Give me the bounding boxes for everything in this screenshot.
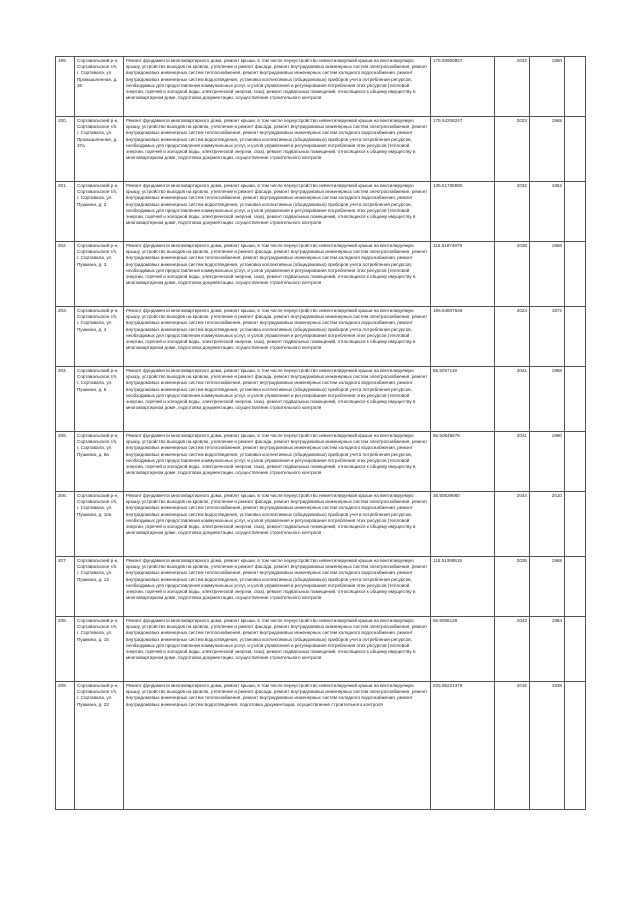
row-number: 209. bbox=[56, 682, 75, 810]
address-cell: Сортавальский р-н, Сортавальское г/п, г. Сортавала, ул. Пушкина, д. 23 bbox=[75, 682, 124, 810]
address-cell: Сортавальский р-н, Сортавальское г/п, г. Сортавала, ул. Пушкина, д. 5 bbox=[75, 367, 124, 432]
work-description-cell: Ремонт фундамента многоквартирного дома, ремонт крыши, в том числе переустройство невентилируемой крыши на вентилируемую крышу, устройство выходов на кровлю, утепление и ремонт фасада, ремонт внутридомовых инженерных систем электроснабжения, ремонт внутридомовых инженерных систем теплоснабжения, ремонт внутридомовых инженерных систем холодного водоснабжения, ремонт внутридомовых инженерных систем водоотведения, установка коллективных (общедомовых) приборов учета потребления ресурсов, необходимых для предоставления коммунальных услуг, и узлов управления и регулирования потребления этих ресурсов (тепловой энергии, горячей и холодной воды, электрической энергии, газа), ремонт подвальных помещений, относящихся к общему имуществу в многоквартирном доме, подготовка документации, осуществление строительного контроля bbox=[124, 617, 431, 682]
planned-year-cell: 2023 bbox=[495, 117, 530, 182]
row-number: 201. bbox=[56, 182, 75, 242]
work-description-cell: Ремонт фундамента многоквартирного дома, ремонт крыши, в том числе переустройство невентилируемой крыши на вентилируемую крышу, устройство выходов на кровлю, утепление и ремонт фасада, ремонт внутридомовых инженерных систем электроснабжения, ремонт внутридомовых инженерных систем теплоснабжения, ремонт внутридомовых инженерных систем холодного водоснабжения, ремонт внутридомовых инженерных систем водоотведения, установка коллективных (общедомовых) приборов учета потребления ресурсов, необходимых для предоставления коммунальных услуг, и узлов управления и регулирования потребления этих ресурсов (тепловой энергии, горячей и холодной воды, электрической энергии, газа), ремонт подвальных помещений, относящихся к общему имуществу в многоквартирном доме, подготовка документации, осуществление строительного контроля bbox=[124, 492, 431, 557]
table-row bbox=[56, 367, 586, 432]
planned-year-cell: 2032 bbox=[495, 57, 530, 117]
table-row bbox=[56, 242, 586, 307]
empty-cell bbox=[565, 182, 586, 242]
table-row bbox=[56, 182, 586, 242]
cost-cell: 35.50539960 bbox=[431, 492, 495, 557]
work-description-cell: Ремонт фундамента многоквартирного дома, ремонт крыши, в том числе переустройство невентилируемой крыши на вентилируемую крышу, устройство выходов на кровлю, утепление и ремонт фасада, ремонт внутридомовых инженерных систем электроснабжения, ремонт внутридомовых инженерных систем теплоснабжения, ремонт внутридомовых инженерных систем холодного водоснабжения, ремонт внутридомовых инженерных систем водоотведения, установка коллективных (общедомовых) приборов учета потребления ресурсов, необходимых для предоставления коммунальных услуг, и узлов управления и регулирования потребления этих ресурсов (тепловой энергии, горячей и холодной воды, электрической энергии, газа), ремонт подвальных помещений, относящихся к общему имуществу в многоквартирном доме, подготовка документации, осуществление строительного контроля bbox=[124, 117, 431, 182]
table-row bbox=[56, 682, 586, 810]
work-description-cell: Ремонт фундамента многоквартирного дома, ремонт крыши, в том числе переустройство невентилируемой крыши на вентилируемую крышу, устройство выходов на кровлю, утепление и ремонт фасада, ремонт внутридомовых инженерных систем электроснабжения, ремонт внутридомовых инженерных систем теплоснабжения, ремонт внутридомовых инженерных систем холодного водоснабжения, ремонт внутридомовых инженерных систем водоотведения, установка коллективных (общедомовых) приборов учета потребления ресурсов, необходимых для предоставления коммунальных услуг, и узлов управления и регулирования потребления этих ресурсов (тепловой энергии, горячей и холодной воды, электрической энергии, газа), ремонт подвальных помещений, относящихся к общему имуществу в многоквартирном доме, подготовка документации, осуществление строительного контроля bbox=[124, 557, 431, 617]
address-cell: Сортавальский р-н, Сортавальское г/п, г. Сортавала, ул. Пушкина, д. 4 bbox=[75, 307, 124, 367]
work-description-cell: Ремонт фундамента многоквартирного дома, ремонт крыши, в том числе переустройство невентилируемой крыши на вентилируемую крышу, устройство выходов на кровлю, утепление и ремонт фасада, ремонт внутридомовых инженерных систем электроснабжения, ремонт внутридомовых инженерных систем теплоснабжения, ремонт внутридомовых инженерных систем холодного водоснабжения, ремонт внутридомовых инженерных систем водоотведения, подготовка документации, осуществление строительного контроля bbox=[124, 682, 431, 810]
work-description-cell: Ремонт фундамента многоквартирного дома, ремонт крыши, в том числе переустройство невентилируемой крыши на вентилируемую крышу, устройство выходов на кровлю, утепление и ремонт фасада, ремонт внутридомовых инженерных систем электроснабжения, ремонт внутридомовых инженерных систем теплоснабжения, ремонт внутридомовых инженерных систем холодного водоснабжения, ремонт внутридомовых инженерных систем водоотведения, установка коллективных (общедомовых) приборов учета потребления ресурсов, необходимых для предоставления коммунальных услуг, и узлов управления и регулирования потребления этих ресурсов (тепловой энергии, горячей и холодной воды, электрической энергии, газа), ремонт подвальных помещений, относящихся к общему имуществу в многоквартирном доме, подготовка документации, осуществление строительного контроля bbox=[124, 242, 431, 307]
empty-cell bbox=[565, 242, 586, 307]
build-year-cell: 1962 bbox=[530, 182, 565, 242]
cost-cell: 65.50849875 bbox=[431, 432, 495, 492]
address-cell: Сортавальский р-н, Сортавальское г/п, г. Сортавала, ул. Пушкина, д. 10а bbox=[75, 492, 124, 557]
address-cell: Сортавальский р-н, Сортавальское г/п, г. Сортавала, ул. Пушкина, д. 3 bbox=[75, 242, 124, 307]
build-year-cell: 1950 bbox=[530, 57, 565, 117]
planned-year-cell: 2043 bbox=[495, 617, 530, 682]
cost-cell: 225.56221379 bbox=[431, 682, 495, 810]
build-year-cell: 1984 bbox=[530, 617, 565, 682]
empty-cell bbox=[565, 117, 586, 182]
planned-year-cell: 2035 bbox=[495, 557, 530, 617]
cost-cell: 55.5055129 bbox=[431, 617, 495, 682]
row-number: 208. bbox=[56, 617, 75, 682]
empty-cell bbox=[565, 682, 586, 810]
row-number: 205. bbox=[56, 432, 75, 492]
build-year-cell: 1956 bbox=[530, 242, 565, 307]
cost-cell: 135.51708690 bbox=[431, 182, 495, 242]
work-description-cell: Ремонт фундамента многоквартирного дома, ремонт крыши, в том числе переустройство невентилируемой крыши на вентилируемую крышу, устройство выходов на кровлю, утепление и ремонт фасада, ремонт внутридомовых инженерных систем электроснабжения, ремонт внутридомовых инженерных систем теплоснабжения, ремонт внутридомовых инженерных систем холодного водоснабжения, ремонт внутридомовых инженерных систем водоотведения, установка коллективных (общедомовых) приборов учета потребления ресурсов, необходимых для предоставления коммунальных услуг, и узлов управления и регулирования потребления этих ресурсов (тепловой энергии, горячей и холодной воды, электрической энергии, газа), ремонт подвальных помещений, относящихся к общему имуществу в многоквартирном доме, подготовка документации, осуществление строительного контроля bbox=[124, 367, 431, 432]
build-year-cell: 1938 bbox=[530, 682, 565, 810]
cost-cell: 175.54208247 bbox=[431, 117, 495, 182]
table-row bbox=[56, 557, 586, 617]
row-number: 207. bbox=[56, 557, 75, 617]
table-row bbox=[56, 117, 586, 182]
build-year-cell: 1965 bbox=[530, 117, 565, 182]
empty-cell bbox=[565, 432, 586, 492]
address-cell: Сортавальский р-н, Сортавальское г/п, г. Сортавала, ул. Промышленная, д. 36 bbox=[75, 57, 124, 117]
address-cell: Сортавальский р-н, Сортавальское г/п, г. Сортавала, ул. Пушкина, д. 6а bbox=[75, 432, 124, 492]
row-number: 203. bbox=[56, 307, 75, 367]
planned-year-cell: 2024 bbox=[495, 307, 530, 367]
empty-cell bbox=[565, 617, 586, 682]
empty-cell bbox=[565, 557, 586, 617]
planned-year-cell: 2032 bbox=[495, 182, 530, 242]
planned-year-cell: 2016 bbox=[495, 682, 530, 810]
cost-cell: 85.5027119 bbox=[431, 367, 495, 432]
cost-cell: 195.54807646 bbox=[431, 307, 495, 367]
table-row bbox=[56, 307, 586, 367]
capital-repair-table bbox=[55, 56, 586, 810]
work-description-cell: Ремонт фундамента многоквартирного дома, ремонт крыши, в том числе переустройство невентилируемой крыши на вентилируемую крышу, устройство выходов на кровлю, утепление и ремонт фасада, ремонт внутридомовых инженерных систем электроснабжения, ремонт внутридомовых инженерных систем теплоснабжения, ремонт внутридомовых инженерных систем холодного водоснабжения, ремонт внутридомовых инженерных систем водоотведения, установка коллективных (общедомовых) приборов учета потребления ресурсов, необходимых для предоставления коммунальных услуг, и узлов управления и регулирования потребления этих ресурсов (тепловой энергии, горячей и холодной воды, электрической энергии, газа), ремонт подвальных помещений, относящихся к общему имуществу в многоквартирном доме, подготовка документации, осуществление строительного контроля bbox=[124, 307, 431, 367]
build-year-cell: 1968 bbox=[530, 557, 565, 617]
address-cell: Сортавальский р-н, Сортавальское г/п, г. Сортавала, ул. Пушкина, д. 2 bbox=[75, 182, 124, 242]
cost-cell: 175.50900857 bbox=[431, 57, 495, 117]
row-number: 204. bbox=[56, 367, 75, 432]
address-cell: Сортавальский р-н, Сортавальское г/п, г. Сортавала, ул. Пушкина, д. 13 bbox=[75, 557, 124, 617]
build-year-cell: 1972 bbox=[530, 307, 565, 367]
cost-cell: 115.51398615 bbox=[431, 557, 495, 617]
work-description-cell: Ремонт фундамента многоквартирного дома, ремонт крыши, в том числе переустройство невентилируемой крыши на вентилируемую крышу, устройство выходов на кровлю, утепление и ремонт фасада, ремонт внутридомовых инженерных систем электроснабжения, ремонт внутридомовых инженерных систем теплоснабжения, ремонт внутридомовых инженерных систем холодного водоснабжения, ремонт внутридомовых инженерных систем водоотведения, установка коллективных (общедомовых) приборов учета потребления ресурсов, необходимых для предоставления коммунальных услуг, и узлов управления и регулирования потребления этих ресурсов (тепловой энергии, горячей и холодной воды, электрической энергии, газа), ремонт подвальных помещений, относящихся к общему имуществу в многоквартирном доме, подготовка документации, осуществление строительного контроля bbox=[124, 57, 431, 117]
empty-cell bbox=[565, 367, 586, 432]
row-number: 200. bbox=[56, 117, 75, 182]
planned-year-cell: 2041 bbox=[495, 367, 530, 432]
row-number: 202. bbox=[56, 242, 75, 307]
row-number: 199. bbox=[56, 57, 75, 117]
build-year-cell: 1980 bbox=[530, 432, 565, 492]
table-body bbox=[56, 57, 586, 810]
planned-year-cell: 2041 bbox=[495, 432, 530, 492]
empty-cell bbox=[565, 57, 586, 117]
build-year-cell: 2010 bbox=[530, 492, 565, 557]
work-description-cell: Ремонт фундамента многоквартирного дома, ремонт крыши, в том числе переустройство невентилируемой крыши на вентилируемую крышу, устройство выходов на кровлю, утепление и ремонт фасада, ремонт внутридомовых инженерных систем электроснабжения, ремонт внутридомовых инженерных систем теплоснабжения, ремонт внутридомовых инженерных систем холодного водоснабжения, ремонт внутридомовых инженерных систем водоотведения, установка коллективных (общедомовых) приборов учета потребления ресурсов, необходимых для предоставления коммунальных услуг, и узлов управления и регулирования потребления этих ресурсов (тепловой энергии, горячей и холодной воды, электрической энергии, газа), ремонт подвальных помещений, относящихся к общему имуществу в многоквартирном доме, подготовка документации, осуществление строительного контроля bbox=[124, 182, 431, 242]
table-row bbox=[56, 432, 586, 492]
table-row bbox=[56, 617, 586, 682]
row-number: 206. bbox=[56, 492, 75, 557]
address-cell: Сортавальский р-н, Сортавальское г/п, г. Сортавала, ул. Пушкина, д. 15 bbox=[75, 617, 124, 682]
address-cell: Сортавальский р-н, Сортавальское г/п, г. Сортавала, ул. Промышленная, д. 37а bbox=[75, 117, 124, 182]
planned-year-cell: 2044 bbox=[495, 492, 530, 557]
work-description-cell: Ремонт фундамента многоквартирного дома, ремонт крыши, в том числе переустройство невентилируемой крыши на вентилируемую крышу, устройство выходов на кровлю, утепление и ремонт фасада, ремонт внутридомовых инженерных систем электроснабжения, ремонт внутридомовых инженерных систем теплоснабжения, ремонт внутридомовых инженерных систем холодного водоснабжения, ремонт внутридомовых инженерных систем водоотведения, установка коллективных (общедомовых) приборов учета потребления ресурсов, необходимых для предоставления коммунальных услуг, и узлов управления и регулирования потребления этих ресурсов (тепловой энергии, горячей и холодной воды, электрической энергии, газа), ремонт подвальных помещений, относящихся к общему имуществу в многоквартирном доме, подготовка документации, осуществление строительного контроля bbox=[124, 432, 431, 492]
table-row bbox=[56, 492, 586, 557]
table-row bbox=[56, 57, 586, 117]
empty-cell bbox=[565, 492, 586, 557]
build-year-cell: 1988 bbox=[530, 367, 565, 432]
empty-cell bbox=[565, 307, 586, 367]
cost-cell: 115.51874979 bbox=[431, 242, 495, 307]
planned-year-cell: 2036 bbox=[495, 242, 530, 307]
